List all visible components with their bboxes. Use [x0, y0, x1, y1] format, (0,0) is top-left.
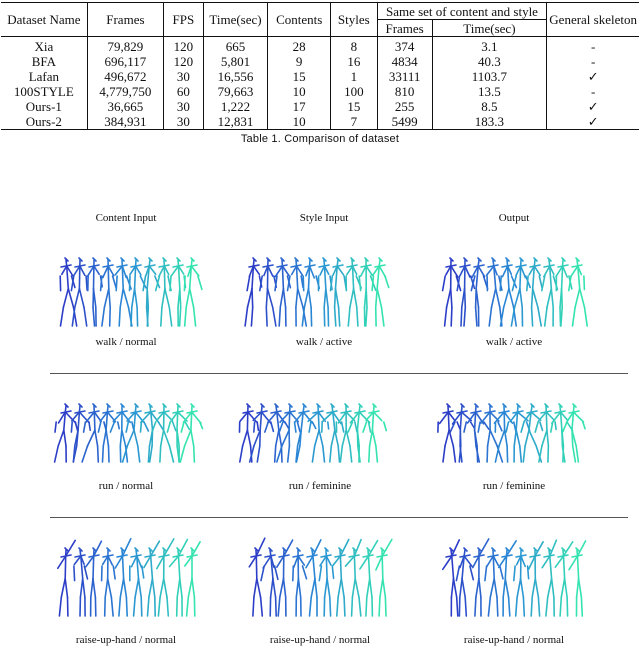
- cell-fps: 120: [164, 54, 204, 69]
- stick-figure: [71, 404, 90, 462]
- cell-same-frames: 810: [377, 84, 432, 99]
- cell-styles: 8: [330, 37, 377, 55]
- cell-same-time: 3.1: [432, 37, 547, 55]
- cell-fps: 30: [164, 114, 204, 130]
- cell-contents: 17: [268, 99, 331, 114]
- label-run-output: run / feminine: [482, 480, 546, 492]
- header-contents: Contents: [268, 3, 331, 37]
- row-divider: [50, 517, 628, 518]
- label-walk-output: walk / active: [485, 336, 543, 348]
- cell-same-frames: 255: [377, 99, 432, 114]
- label-walk-style: walk / active: [295, 336, 353, 348]
- stick-figure: [359, 258, 376, 326]
- column-title-content-input: Content Input: [95, 212, 157, 224]
- stick-figure: [170, 258, 186, 326]
- cell-fps: 30: [164, 99, 204, 114]
- stick-figure: [184, 258, 202, 326]
- stick-figure: [102, 548, 116, 616]
- cell-same-frames: 374: [377, 37, 432, 55]
- header-same-frames: Frames: [377, 20, 432, 37]
- cell-dataset-name: BFA: [31, 54, 57, 69]
- table-row: [1, 114, 639, 130]
- stick-figure: [529, 542, 543, 616]
- cell-dataset-name: 100STYLE: [13, 84, 74, 99]
- table-caption: Table 1. Comparison of dataset: [240, 133, 400, 145]
- stick-figure: [456, 548, 473, 616]
- column-title-style-input: Style Input: [299, 212, 349, 224]
- cell-general-skeleton: ✓: [547, 69, 639, 84]
- stick-figure: [143, 258, 159, 326]
- stick-figure: [332, 540, 349, 617]
- stick-figure: [363, 404, 386, 462]
- stick-figure: [144, 541, 160, 616]
- header-fps: FPS: [164, 3, 204, 37]
- stick-figure: [277, 540, 293, 616]
- table-row: [1, 54, 639, 69]
- stick-figure: [514, 548, 529, 616]
- stick-figure: [101, 258, 117, 326]
- cell-time: 12,831: [203, 114, 268, 130]
- cell-contents: 10: [268, 114, 331, 130]
- stick-figure: [115, 539, 131, 616]
- stick-figure: [130, 258, 146, 326]
- cell-general-skeleton: -: [547, 84, 639, 99]
- cell-contents: 9: [268, 54, 331, 69]
- stick-figure: [569, 541, 586, 616]
- dataset-comparison-table: [1, 2, 639, 130]
- cell-dataset-name: Ours-2: [1, 114, 87, 130]
- table-row: [1, 37, 639, 55]
- cell-frames: 4,779,750: [87, 84, 163, 99]
- cell-fps: 60: [164, 84, 204, 99]
- label-walk-content: walk / normal: [95, 336, 157, 348]
- cell-styles: 100: [330, 84, 377, 99]
- stick-figure: [471, 258, 487, 326]
- stick-figure: [180, 404, 202, 462]
- stick-figure: [185, 542, 200, 616]
- cell-general-skeleton: ✓: [547, 114, 639, 130]
- stick-figure: [293, 548, 307, 616]
- stick-figure: [556, 258, 572, 326]
- label-run-content: run / normal: [98, 480, 154, 492]
- cell-time: 16,556: [203, 69, 268, 84]
- stick-figure: [71, 258, 87, 326]
- stick-figure: [308, 404, 329, 462]
- skeleton-sequence-run-style: [238, 404, 398, 466]
- stick-figure: [115, 258, 132, 326]
- cell-contents: 10: [268, 84, 331, 99]
- cell-fps: 120: [164, 37, 204, 55]
- stick-figure: [245, 258, 262, 326]
- stick-figure: [555, 542, 572, 616]
- table-row: [1, 99, 639, 114]
- header-same-set: Same set of content and style: [377, 3, 547, 20]
- cell-same-frames: 33111: [377, 69, 432, 84]
- cell-general-skeleton: -: [547, 54, 639, 69]
- cell-contents: 15: [268, 69, 331, 84]
- cell-frames: 36,665: [87, 99, 163, 114]
- stick-figure: [542, 540, 556, 616]
- cell-time: 5,801: [203, 54, 268, 69]
- stick-figure: [261, 548, 278, 616]
- header-frames: Frames: [87, 3, 163, 37]
- cell-dataset-name: Xia: [34, 39, 54, 54]
- cell-same-frames: 4834: [377, 54, 432, 69]
- label-raise-content: raise-up-hand / normal: [75, 634, 177, 646]
- cell-same-time: 1103.7: [432, 69, 547, 84]
- header-same-time: Time(sec): [432, 20, 547, 37]
- stick-figure: [487, 258, 502, 326]
- stick-figure: [260, 258, 277, 326]
- cell-frames: 496,672: [87, 69, 163, 84]
- stick-figure: [306, 540, 321, 616]
- header-general-skeleton: General skeleton: [547, 3, 639, 37]
- cell-same-time: 183.3: [432, 114, 547, 130]
- cell-frames: 384,931: [87, 114, 163, 130]
- cell-contents: 28: [268, 37, 331, 55]
- cell-same-time: 13.5: [432, 84, 547, 99]
- table-header-row: [1, 3, 639, 20]
- label-raise-output: raise-up-hand / normal: [463, 634, 565, 646]
- cell-same-frames: 5499: [377, 114, 432, 130]
- skeleton-sequence-run-content: [56, 404, 216, 466]
- cell-time: 1,222: [203, 99, 268, 114]
- table-row: [1, 69, 639, 84]
- header-styles: Styles: [330, 3, 377, 37]
- table-body: [1, 37, 639, 130]
- cell-styles: 7: [330, 114, 377, 130]
- cell-same-time: 8.5: [432, 99, 547, 114]
- cell-time: 665: [203, 37, 268, 55]
- stick-figure: [130, 548, 144, 616]
- cell-dataset-name: Ours-1: [25, 99, 62, 114]
- stick-figure: [319, 258, 333, 326]
- stick-figure: [542, 258, 558, 326]
- cell-frames: 696,117: [87, 54, 163, 69]
- stick-figure: [521, 404, 542, 462]
- stick-figure: [527, 258, 542, 326]
- cell-general-skeleton: -: [547, 37, 639, 55]
- stick-figure: [473, 539, 489, 616]
- stick-figure: [275, 258, 290, 326]
- column-title-output: Output: [498, 212, 530, 224]
- cell-same-time: 40.3: [432, 54, 547, 69]
- stick-figure: [250, 404, 274, 462]
- stick-figure: [152, 404, 176, 462]
- cell-styles: 16: [330, 54, 377, 69]
- stick-figure: [240, 404, 259, 462]
- stick-figure: [346, 258, 361, 326]
- stick-figure: [156, 258, 172, 326]
- label-run-style: run / feminine: [288, 480, 352, 492]
- cell-styles: 15: [330, 99, 377, 114]
- stick-figure: [98, 404, 119, 462]
- table-row: [1, 84, 639, 99]
- cell-frames: 79,829: [87, 37, 163, 55]
- stick-figure: [74, 548, 88, 616]
- stick-figure: [88, 258, 103, 326]
- cell-styles: 1: [330, 69, 377, 84]
- stick-figure: [569, 258, 587, 326]
- stick-figure: [360, 541, 378, 616]
- stick-figure: [372, 258, 389, 326]
- stick-figure: [563, 404, 585, 462]
- skeleton-sequence-walk-content: [56, 258, 216, 330]
- stick-figure: [331, 258, 347, 326]
- label-raise-style: raise-up-hand / normal: [269, 634, 371, 646]
- header-dataset-name: Dataset Name: [1, 3, 87, 37]
- cell-time: 79,663: [203, 84, 268, 99]
- stick-figure: [157, 539, 174, 616]
- stick-figure: [376, 539, 392, 616]
- skeleton-sequence-walk-output: [441, 258, 601, 330]
- stick-figure: [346, 540, 362, 616]
- stick-figure: [506, 404, 530, 462]
- stick-figure: [443, 258, 461, 326]
- skeleton-sequence-run-output: [438, 404, 598, 466]
- skeleton-sequence-raise-output: [441, 548, 601, 620]
- cell-dataset-name: Lafan: [28, 69, 60, 84]
- row-divider: [50, 373, 628, 374]
- skeleton-sequence-raise-content: [56, 548, 216, 620]
- stick-figure: [110, 404, 133, 462]
- stick-figure: [170, 540, 188, 617]
- cell-general-skeleton: ✓: [547, 99, 639, 114]
- stick-figure: [58, 540, 75, 616]
- cell-fps: 30: [164, 69, 204, 84]
- stick-figure: [485, 548, 503, 616]
- skeleton-sequence-walk-style: [244, 258, 404, 330]
- header-time: Time(sec): [203, 3, 268, 37]
- stick-figure: [457, 258, 474, 326]
- stick-figure: [319, 548, 333, 616]
- stick-figure: [500, 258, 516, 326]
- skeleton-sequence-raise-style: [246, 548, 406, 620]
